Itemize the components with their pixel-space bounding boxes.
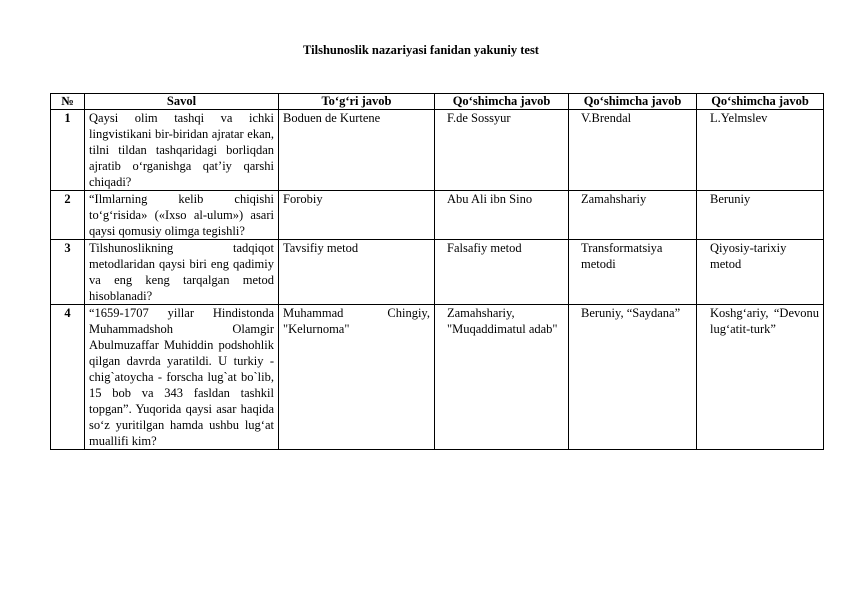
correct-answer-cell: Forobiy — [279, 191, 435, 240]
header-extra-answer-1: Qo‘shimcha javob — [435, 94, 569, 110]
test-table — [50, 93, 824, 450]
correct-answer-cell: Tavsifiy metod — [279, 240, 435, 305]
row-number: 4 — [51, 305, 85, 450]
correct-answer-cell: Boduen de Kurtene — [279, 110, 435, 191]
question-cell: Tilshunoslikning tadqiqot metodlaridan qaysi biri eng qadimiy va eng keng tarqalgan metod hisoblanadi? — [85, 240, 279, 305]
document-title: Tilshunoslik nazariyasi fanidan yakuniy test — [303, 43, 539, 57]
extra-answer-3-cell: Beruniy — [697, 191, 824, 240]
header-number: № — [51, 94, 85, 110]
extra-answer-2-cell: Transformatsiya metodi — [569, 240, 697, 305]
extra-answer-2-cell: Zamahshariy — [569, 191, 697, 240]
table-row — [51, 191, 824, 240]
correct-answer-cell: Muhammad Chingiy, "Kelurnoma" — [279, 305, 435, 450]
table-row — [51, 305, 824, 450]
extra-answer-1-cell: Abu Ali ibn Sino — [435, 191, 569, 240]
row-number: 3 — [51, 240, 85, 305]
header-correct-answer: To‘g‘ri javob — [279, 94, 435, 110]
row-number: 2 — [51, 191, 85, 240]
extra-answer-3-cell: L.Yelmslev — [697, 110, 824, 191]
extra-answer-1-cell: Zamahshariy, "Muqaddimatul adab" — [435, 305, 569, 450]
header-question: Savol — [85, 94, 279, 110]
extra-answer-1-cell: F.de Sossyur — [435, 110, 569, 191]
table-row — [51, 240, 824, 305]
extra-answer-3-cell: Koshg‘ariy, “Devonu lug‘atit-turk” — [697, 305, 824, 450]
table-header-row — [51, 94, 824, 110]
row-number: 1 — [51, 110, 85, 191]
header-extra-answer-3: Qo‘shimcha javob — [697, 94, 824, 110]
extra-answer-1-cell: Falsafiy metod — [435, 240, 569, 305]
extra-answer-2-cell: V.Brendal — [569, 110, 697, 191]
extra-answer-3-cell: Qiyosiy-tarixiy metod — [697, 240, 824, 305]
header-extra-answer-2: Qo‘shimcha javob — [569, 94, 697, 110]
question-cell: Qaysi olim tashqi va ichki lingvistikani bir-biridan ajratar ekan, tilni tildan tashqaridagi borliqdan ajratib o‘rganishga qat’iy qarshi chiqadi? — [85, 110, 279, 191]
extra-answer-2-cell: Beruniy, “Saydana” — [569, 305, 697, 450]
question-cell: “Ilmlarning kelib chiqishi to‘g‘risida» («Ixso al-ulum») asari qaysi qomusiy olimga tegishli? — [85, 191, 279, 240]
table-row — [51, 110, 824, 191]
question-cell: “1659-1707 yillar Hindistonda Muhammadshoh Olamgir Abulmuzaffar Muhiddin podshohlik qilgan davrda yaratildi. U turkiy - chig`atoycha - forscha lug`at bo`lib, 15 bob va 343 fasldan tashkil topgan”. Yuqorida qaysi asar haqida so‘z yuritilgan hamda ushbu lug‘at muallifi kim? — [85, 305, 279, 450]
